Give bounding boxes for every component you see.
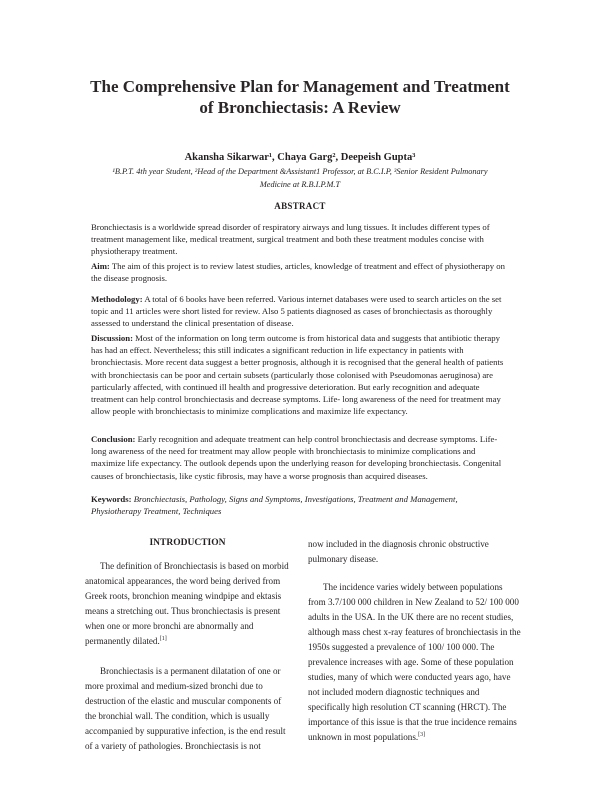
conclusion-text: Early recognition and adequate treatment can help control bronchiectasis and decrease symptoms. Life- long awareness of the need for treatment may allow people with bronchiectasis to minimize complications and maximize life expectancy. The outlook depends upon the underlying reason for developing bronchiectasis. Congenital causes of bronchiectasis, like cystic fibrosis, may have a worse prognosis than acquired diseases. [91,434,502,481]
intro-paragraph-1-text: The definition of Bronchiectasis is based on morbid anatomical appearances, the word being derived from Greek roots, bronchion meaning windpipe and ektasis means a stretching out. Thus bronchiectasis is present when one or more bronchi are abnormally and permanently dilated. [85,561,289,646]
discussion-label: Discussion: [91,333,133,343]
methodology-label: Methodology: [91,294,143,304]
title-line-1: The Comprehensive Plan for Management and Treatment [90,77,510,96]
abstract-methodology [91,293,509,330]
paper-title [60,76,540,118]
keywords-text: Bronchiectasis, Pathology, Signs and Symptoms, Investigations, Treatment and Management, Physiotherapy Treatment, Techniques [91,494,458,517]
title-line-2: of Bronchiectasis: A Review [199,98,401,117]
abstract-aim [91,260,509,284]
discussion-text: Most of the information on long term outcome is from historical data and suggests that antibiotic therapy has had an effect. Nevertheless; this still indicates a significant reduction in life expectancy in patients with bronchiectasis. More recent data suggest a better prognosis, although it is recognised that the general health of patients with bronchiectasis can be poor and certain subsets (particularly those colonised with Pseudomonas aeruginosa) are particularly affected, with continued ill health and progressive deterioration. But early recognition and adequate treatment can help control bronchiectasis and decrease symptoms. Life- long awareness of the need for treatment may allow people with bronchiectasis to minimize complications and maximize life expectancy. [91,333,504,417]
abstract-heading: ABSTRACT [274,201,326,211]
introduction-heading: INTRODUCTION [149,538,226,548]
affiliation-line-1: ¹B.P.T. 4th year Student, ²Head of the Department &Assistant1 Professor, at B.C.I.P, ³Senior Resident Pulmonary [112,167,488,176]
author-affiliations [78,165,522,191]
abstract-discussion [91,332,509,417]
aim-label: Aim: [91,261,110,271]
intro-paragraph-2: Bronchiectasis is a permanent dilatation of one or more proximal and medium-sized bronchi due to destruction of the elastic and muscular components of the bronchial wall. The condition, which is usually accompanied by suppurative infection, is the end result of a variety of pathologies. Bronchiectasis is not [85,666,286,751]
aim-text: The aim of this project is to review latest studies, articles, knowledge of treatment and effect of physiotherapy on the disease prognosis. [91,261,505,284]
abstract-intro: Bronchiectasis is a worldwide spread disorder of respiratory airways and lung tissues. It includes different types of treatment management like, medical treatment, surgical treatment and both these treatment modules concise with physiotherapy treatment. [91,222,490,257]
keywords-label: Keywords: [91,494,132,504]
affiliation-line-2: Medicine at R.B.I.P.M.T [259,180,341,189]
author-list: Akansha Sikarwar¹, Chaya Garg², Deepeish Gupta³ [184,152,416,163]
intro-paragraph-1 [85,559,290,649]
methodology-text: A total of 6 books have been referred. Various internet databases were used to search articles on the set topic and 11 articles were short listed for review. Also 5 patients diagnosed as cases of bronchiectasis as thoroughly assessed to understand the clinical presentation of disease. [91,294,502,329]
conclusion-label: Conclusion: [91,434,136,444]
keywords [91,493,509,517]
right-paragraph-2 [308,580,521,745]
right-paragraph-1: now included in the diagnosis chronic obstructive pulmonary disease. [308,539,489,564]
abstract-conclusion [91,433,509,482]
right-citation-3: [3] [418,731,426,738]
intro-citation-1: [1] [159,635,167,642]
right-paragraph-2-text: The incidence varies widely between populations from 3.7/100 000 children in New Zealand to 52/ 100 000 adults in the USA. In the UK there are no recent studies, although mass chest x-ray features of bronchiectasis in the 1950s suggested a prevalence of 100/ 100 000. The prevalence increases with age. Some of these population studies, many of which were conducted years ago, have not included modern diagnostic techniques and specifically high resolution CT scanning (HRCT). The importance of this issue is that the true incidence remains unknown in most populations. [308,582,521,742]
